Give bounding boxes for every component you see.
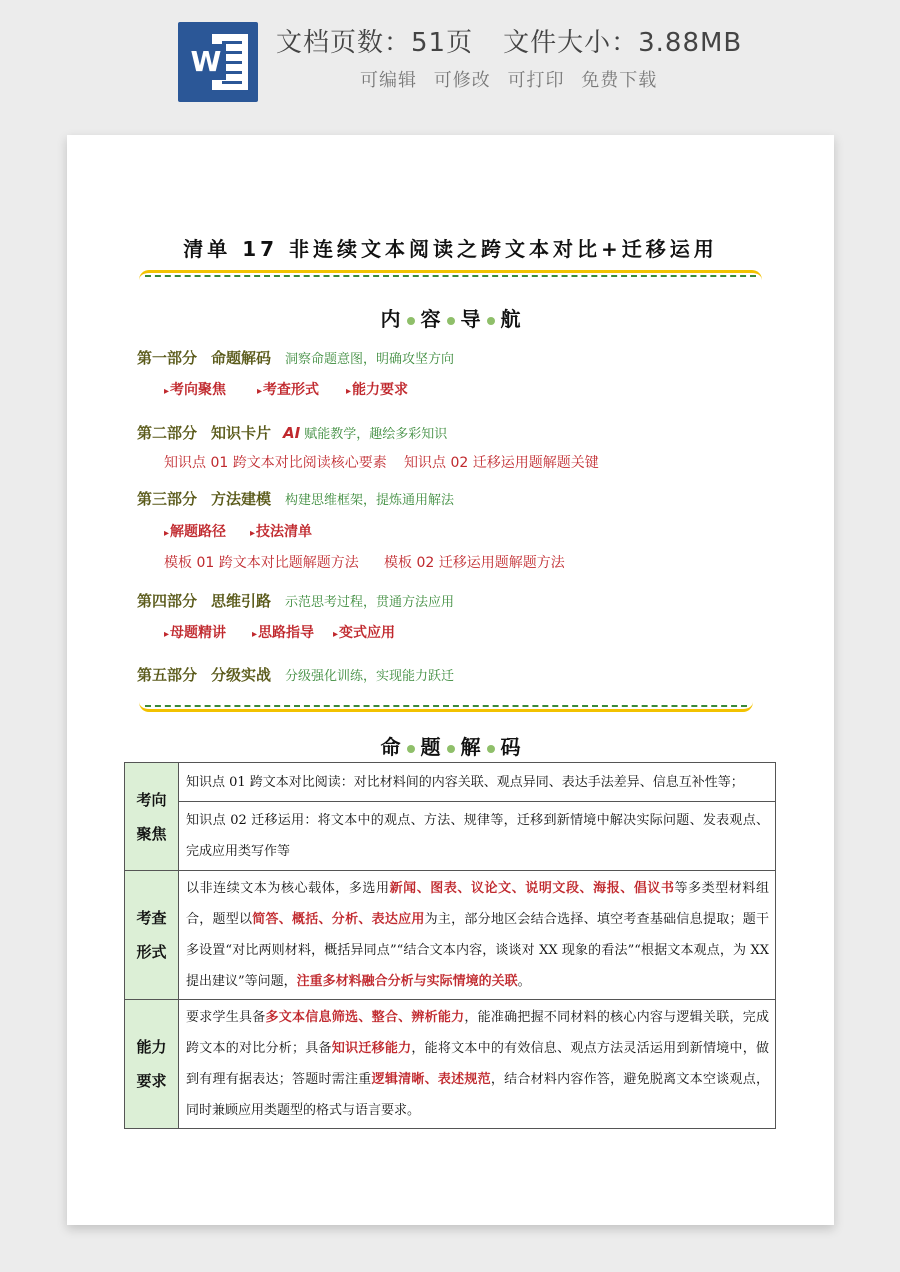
part-3-row xyxy=(137,488,454,509)
decode-table xyxy=(124,762,776,1129)
nav-heading: 内 容 导 航 xyxy=(380,307,521,331)
part-4-row xyxy=(137,590,454,611)
feature-printable: 可打印 xyxy=(507,70,565,91)
part-5-desc: 分级强化训练，实现能力跃迁 xyxy=(285,669,455,684)
ability-text: 要求学生具备多文本信息筛选、整合、辨析能力，能准确把握不同材料的核心内容与逻辑关联，完成跨文本的对比分析；具备知识迁移能力，能将文本中的有效信息、观点方法灵活运用到新情境中，做到有理有据表达；答题时需注重逻辑清晰、表述规范，结合材料内容作答，避免脱离文本空谈观点，同时兼顾应用类题型的格式与语言要求。 xyxy=(179,1000,776,1129)
row-head-focus: 考向 聚焦 xyxy=(125,763,179,871)
part-2-desc: 赋能教学，趣绘多彩知识 xyxy=(304,427,448,442)
document-page xyxy=(67,135,834,1225)
table-row xyxy=(125,871,776,1000)
part-1-item-2: ▸考查形式 xyxy=(257,382,320,398)
part-2-item-1: 知识点 01 跨文本对比阅读核心要素 xyxy=(164,455,387,471)
ai-badge: AI xyxy=(283,424,301,442)
table-row xyxy=(125,763,776,802)
file-meta xyxy=(276,22,876,59)
part-4-desc: 示范思考过程，贯通方法应用 xyxy=(285,595,455,610)
heading-dot xyxy=(407,745,415,753)
part-4-label: 第四部分 思维引路 xyxy=(137,592,272,610)
page-count: 文档页数：51页 xyxy=(276,28,474,58)
feature-list xyxy=(360,66,657,92)
feature-free-download: 免费下载 xyxy=(581,70,658,91)
part-2-row xyxy=(137,422,447,443)
heading-dot xyxy=(447,317,455,325)
word-document-icon xyxy=(178,22,258,102)
part-1-desc: 洞察命题意图，明确攻坚方向 xyxy=(285,352,455,367)
format-text: 以非连续文本为核心载体，多选用新闻、图表、议论文、说明文段、海报、倡议书等多类型材料组合，题型以简答、概括、分析、表达应用为主，部分地区会结合选择、填空考查基础信息提取；题干多设置“对比两则材料，概括异同点”“结合文本内容，谈谈对 XX 现象的看法”“根据文本观点，为 XX 提出建议”等问题，注重多材料融合分析与实际情境的关联。 xyxy=(179,871,776,1000)
heading-dot xyxy=(447,745,455,753)
decorative-band-top xyxy=(139,270,762,283)
heading-dot xyxy=(407,317,415,325)
part-4-item-1: ▸母题精讲 xyxy=(164,625,227,641)
file-size: 文件大小：3.88MB xyxy=(503,28,743,58)
part-3-desc: 构建思维框架，提炼通用解法 xyxy=(285,493,455,508)
part-2-label: 第二部分 知识卡片 xyxy=(137,424,272,442)
part-1-item-3: ▸能力要求 xyxy=(346,382,409,398)
part-3-label: 第三部分 方法建模 xyxy=(137,490,272,508)
row-head-format: 考查 形式 xyxy=(125,871,179,1000)
part-3-item-1: ▸解题路径 xyxy=(164,524,227,540)
part-5-row xyxy=(137,664,454,685)
heading-dot xyxy=(487,317,495,325)
heading-dot xyxy=(487,745,495,753)
feature-modifiable: 可修改 xyxy=(433,70,491,91)
part-4-item-3: ▸变式应用 xyxy=(333,625,396,641)
table-row xyxy=(125,1000,776,1129)
document-title: 清单 17 非连续文本阅读之跨文本对比+迁移运用 xyxy=(183,237,718,261)
focus-point-2: 知识点 02 迁移运用：将文本中的观点、方法、规律等，迁移到新情境中解决实际问题、发表观点、完成应用类写作等 xyxy=(179,802,776,871)
decode-heading: 命 题 解 码 xyxy=(380,735,521,759)
feature-editable: 可编辑 xyxy=(360,70,417,91)
part-3-template-1: 模板 01 跨文本对比题解题方法 xyxy=(164,555,359,571)
table-row xyxy=(125,802,776,871)
focus-point-1: 知识点 01 跨文本对比阅读：对比材料间的内容关联、观点异同、表达手法差异、信息互补性等； xyxy=(179,763,776,802)
part-3-item-2: ▸技法清单 xyxy=(250,524,313,540)
word-icon-letter: W xyxy=(186,44,226,80)
part-5-label: 第五部分 分级实战 xyxy=(137,666,272,684)
decorative-band-bottom xyxy=(139,699,753,712)
part-1-row xyxy=(137,347,454,368)
row-head-ability: 能力 要求 xyxy=(125,1000,179,1129)
part-1-item-1: ▸考向聚焦 xyxy=(164,382,227,398)
download-banner xyxy=(0,0,900,120)
part-3-template-2: 模板 02 迁移运用题解题方法 xyxy=(384,555,565,571)
part-4-item-2: ▸思路指导 xyxy=(252,625,315,641)
part-2-item-2: 知识点 02 迁移运用题解题关键 xyxy=(404,455,599,471)
part-1-label: 第一部分 命题解码 xyxy=(137,349,272,367)
